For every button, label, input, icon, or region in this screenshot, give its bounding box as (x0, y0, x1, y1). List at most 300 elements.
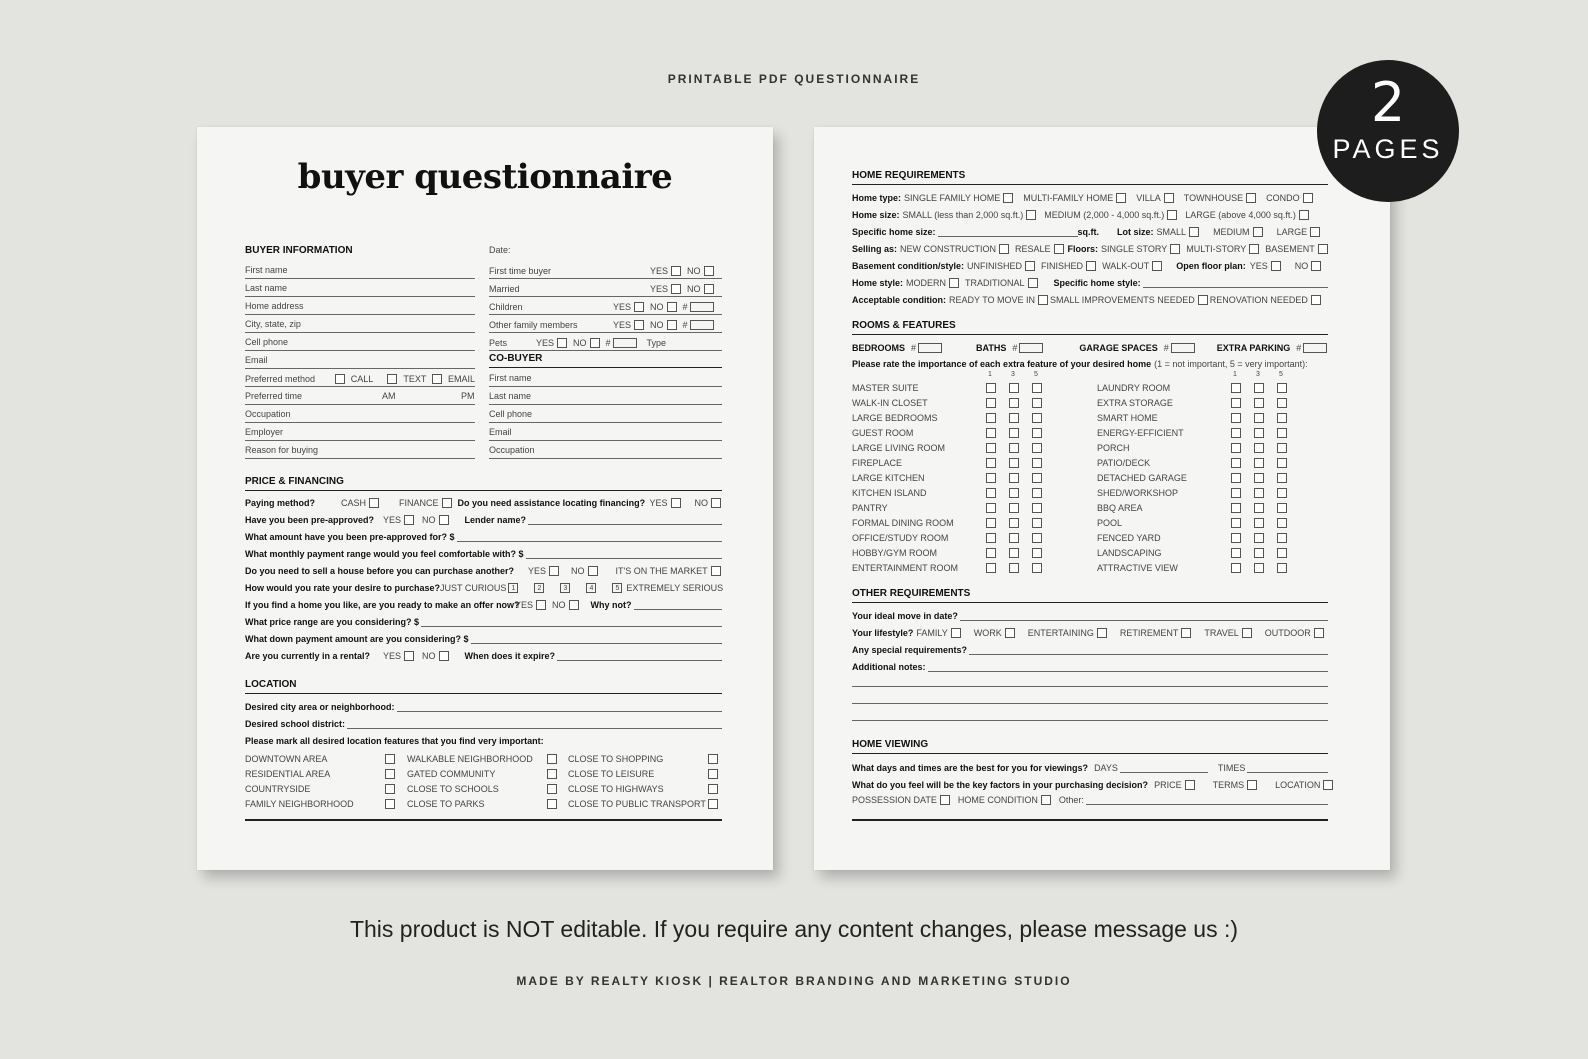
sell-no-checkbox[interactable] (588, 566, 598, 576)
feature-rating-checkbox[interactable] (1032, 548, 1042, 558)
rating-5-checkbox[interactable]: 5 (612, 583, 622, 593)
yes-label: YES (650, 266, 669, 276)
price-checkbox[interactable] (1185, 780, 1195, 790)
feature-label: FORMAL DINING ROOM (852, 517, 954, 528)
feature-rating-checkbox[interactable] (1032, 428, 1042, 438)
feature-rating-checkbox[interactable] (1277, 443, 1287, 453)
location-feature-label: CLOSE TO SCHOOLS (407, 783, 499, 794)
times-label: TIMES (1217, 762, 1246, 773)
location-feature-checkbox[interactable] (385, 784, 395, 794)
employer-field[interactable]: Employer (245, 426, 475, 441)
location-features-label: Please mark all desired location features that you find very important: (245, 735, 544, 746)
feature-rating-checkbox[interactable] (1009, 533, 1019, 543)
garage-count-box[interactable] (1171, 343, 1195, 353)
other-family-count-box[interactable] (690, 320, 714, 330)
feature-rating-checkbox[interactable] (1277, 548, 1287, 558)
paying-method-label: Paying method? (245, 497, 316, 508)
feature-rating-checkbox[interactable] (1254, 458, 1264, 468)
hash-label: # (682, 320, 688, 330)
sell-house-label: Do you need to sell a house before you can purchase another? (245, 565, 515, 576)
feature-rating-checkbox[interactable] (986, 563, 996, 573)
monthly-payment-line[interactable] (526, 548, 722, 559)
feature-rating-checkbox[interactable] (1254, 533, 1264, 543)
feature-rating-checkbox[interactable] (1254, 443, 1264, 453)
acceptable-condition-row (852, 292, 1328, 307)
offer-no-checkbox[interactable] (569, 600, 579, 610)
home-style-row (852, 275, 1328, 290)
feature-rating-checkbox[interactable] (1277, 458, 1287, 468)
feature-rating-checkbox[interactable] (1009, 443, 1019, 453)
feature-rating-checkbox[interactable] (1254, 518, 1264, 528)
feature-rating-checkbox[interactable] (1009, 518, 1019, 528)
lifestyle-row (852, 625, 1328, 640)
preapproved-amount-line[interactable] (457, 531, 722, 542)
feature-rating-checkbox[interactable] (1032, 443, 1042, 453)
basement-checkbox[interactable] (1318, 244, 1328, 254)
selling-as-row (852, 241, 1328, 256)
feature-rating-checkbox[interactable] (986, 518, 996, 528)
assist-yes-checkbox[interactable] (671, 498, 681, 508)
option-checkbox[interactable] (1164, 193, 1174, 203)
feature-item (852, 485, 1055, 500)
sell-yes-checkbox[interactable] (549, 566, 559, 576)
location-feature-checkbox[interactable] (708, 784, 718, 794)
feature-rating-checkbox[interactable] (986, 383, 996, 393)
option-checkbox[interactable] (1026, 210, 1036, 220)
feature-rating-checkbox[interactable] (1277, 488, 1287, 498)
price-range-label: What price range are you considering? $ (245, 616, 420, 627)
days-line[interactable] (1120, 762, 1208, 773)
no-label: NO (650, 320, 664, 330)
feature-rating-checkbox[interactable] (1032, 563, 1042, 573)
option-checkbox[interactable] (1003, 193, 1013, 203)
pets-count-box[interactable] (613, 338, 637, 348)
selling-as-label: Selling as: (852, 243, 898, 254)
location-feature-item (407, 781, 561, 796)
pets-type-label: Type (646, 338, 667, 348)
feature-label: LARGE BEDROOMS (852, 412, 938, 423)
small-improvements-checkbox[interactable] (1198, 295, 1208, 305)
feature-rating-checkbox[interactable] (986, 398, 996, 408)
feature-rating-checkbox[interactable] (1032, 458, 1042, 468)
feature-item (852, 425, 1055, 440)
home-type-label: Home type: (852, 192, 902, 203)
option-checkbox[interactable] (1299, 210, 1309, 220)
location-feature-label: CLOSE TO PARKS (407, 798, 485, 809)
no-label: NO (694, 497, 709, 508)
call-checkbox[interactable] (335, 374, 345, 384)
location-feature-checkbox[interactable] (385, 799, 395, 809)
feature-rating-checkbox[interactable] (986, 458, 996, 468)
feature-rating-checkbox[interactable] (986, 473, 996, 483)
feature-rating-checkbox[interactable] (1254, 503, 1264, 513)
renovation-checkbox[interactable] (1311, 295, 1321, 305)
feature-rating-checkbox[interactable] (1009, 458, 1019, 468)
home-requirements-heading: HOME REQUIREMENTS (852, 170, 1328, 185)
special-requirements-row (852, 642, 1328, 657)
home-size-label: Home size: (852, 209, 900, 220)
feature-rating-checkbox[interactable] (1277, 563, 1287, 573)
key-factors-row (852, 777, 1328, 792)
feature-rating-checkbox[interactable] (986, 548, 996, 558)
just-curious-label: JUST CURIOUS (440, 582, 507, 593)
feature-rating-checkbox[interactable] (1231, 383, 1241, 393)
no-label: NO (422, 650, 436, 661)
feature-rating-checkbox[interactable] (1032, 503, 1042, 513)
parking-label: EXTRA PARKING (1216, 342, 1291, 353)
feature-rating-checkbox[interactable] (1231, 488, 1241, 498)
feature-rating-checkbox[interactable] (1254, 548, 1264, 558)
feature-rating-checkbox[interactable] (1254, 563, 1264, 573)
page2-end-rule (852, 819, 1328, 821)
feature-rating-checkbox[interactable] (1009, 473, 1019, 483)
rating-2-checkbox[interactable]: 2 (534, 583, 544, 593)
yes-label: YES (528, 565, 547, 576)
lot-small-checkbox[interactable] (1189, 227, 1199, 237)
additional-notes-line[interactable] (928, 661, 1329, 672)
terms-checkbox[interactable] (1247, 780, 1257, 790)
cobuyer-cell-phone-field[interactable]: Cell phone (489, 408, 722, 423)
lot-large-label: LARGE (1276, 226, 1308, 237)
home-style-label: Home style: (852, 277, 904, 288)
feature-rating-checkbox[interactable] (1277, 398, 1287, 408)
city-state-zip-field[interactable]: City, state, zip (245, 318, 475, 333)
feature-label: LARGE KITCHEN (852, 472, 925, 483)
feature-label: ATTRACTIVE VIEW (1097, 562, 1178, 573)
resale-checkbox[interactable] (1054, 244, 1064, 254)
finished-label: FINISHED (1041, 260, 1084, 271)
extremely-serious-label: EXTREMELY SERIOUS (626, 582, 724, 593)
preferred-time-field[interactable] (245, 390, 475, 405)
traditional-checkbox[interactable] (1028, 278, 1038, 288)
feature-rating-checkbox[interactable] (1231, 563, 1241, 573)
feature-rating-checkbox[interactable] (1254, 488, 1264, 498)
offer-yes-checkbox[interactable] (536, 600, 546, 610)
specific-style-label: Specific home style: (1053, 277, 1141, 288)
specific-style-line[interactable] (1143, 277, 1328, 288)
school-district-line[interactable] (347, 718, 722, 729)
married-no-checkbox[interactable] (704, 284, 714, 294)
feature-rating-checkbox[interactable] (1231, 503, 1241, 513)
feature-rating-checkbox[interactable] (1032, 473, 1042, 483)
text-checkbox[interactable] (387, 374, 397, 384)
feature-rating-checkbox[interactable] (1231, 533, 1241, 543)
feature-rating-checkbox[interactable] (1009, 503, 1019, 513)
expire-line[interactable] (557, 650, 722, 661)
location-feature-checkbox[interactable] (547, 754, 557, 764)
feature-rating-checkbox[interactable] (1277, 503, 1287, 513)
option-checkbox[interactable] (1116, 193, 1126, 203)
single-story-label: SINGLE STORY (1101, 243, 1168, 254)
feature-rating-checkbox[interactable] (1231, 548, 1241, 558)
location-feature-checkbox[interactable] (385, 769, 395, 779)
cobuyer-occupation-field[interactable]: Occupation (489, 444, 722, 459)
modern-checkbox[interactable] (949, 278, 959, 288)
option-checkbox[interactable] (1303, 193, 1313, 203)
possession-date-checkbox[interactable] (940, 795, 950, 805)
feature-item (852, 410, 1055, 425)
feature-item (1097, 380, 1300, 395)
date-field[interactable]: Date: (489, 245, 511, 255)
feature-rating-checkbox[interactable] (1009, 488, 1019, 498)
unfinished-checkbox[interactable] (1025, 261, 1035, 271)
first-time-yes-checkbox[interactable] (671, 266, 681, 276)
yes-label: YES (536, 338, 555, 348)
special-requirements-label: Any special requirements? (852, 644, 968, 655)
rating-3-checkbox[interactable]: 3 (560, 583, 570, 593)
home-address-field[interactable]: Home address (245, 300, 475, 315)
feature-rating-checkbox[interactable] (1277, 428, 1287, 438)
option-checkbox[interactable] (1181, 628, 1191, 638)
children-count-box[interactable] (690, 302, 714, 312)
location-feature-checkbox[interactable] (547, 784, 557, 794)
times-line[interactable] (1247, 762, 1328, 773)
cobuyer-email-field[interactable]: Email (489, 426, 722, 441)
open-floor-label: Open floor plan: (1176, 260, 1246, 271)
option-label: OUTDOOR (1264, 627, 1311, 638)
feature-rating-checkbox[interactable] (1277, 533, 1287, 543)
basement-condition-label: Basement condition/style: (852, 260, 965, 271)
feature-rating-checkbox[interactable] (986, 443, 996, 453)
walk-out-checkbox[interactable] (1152, 261, 1162, 271)
location-feature-label: CLOSE TO PUBLIC TRANSPORT (568, 798, 706, 809)
cash-label: CASH (341, 497, 367, 508)
feature-rating-checkbox[interactable] (1032, 383, 1042, 393)
room-counts-row (852, 340, 1328, 355)
feature-rating-checkbox[interactable] (1254, 473, 1264, 483)
multi-story-checkbox[interactable] (1249, 244, 1259, 254)
rental-yes-checkbox[interactable] (404, 651, 414, 661)
rate-features-row (852, 356, 1328, 371)
yes-label: YES (613, 320, 632, 330)
small-improvements-label: SMALL IMPROVEMENTS NEEDED (1050, 294, 1195, 305)
location-feature-checkbox[interactable] (708, 769, 718, 779)
feature-rating-checkbox[interactable] (1231, 458, 1241, 468)
ready-checkbox[interactable] (1038, 295, 1048, 305)
feature-rating-checkbox[interactable] (1009, 548, 1019, 558)
preapproved-no-checkbox[interactable] (439, 515, 449, 525)
sqft-label: sq.ft. (1077, 226, 1100, 237)
assist-no-checkbox[interactable] (711, 498, 721, 508)
married-yes-checkbox[interactable] (671, 284, 681, 294)
lot-large-checkbox[interactable] (1310, 227, 1320, 237)
feature-rating-checkbox[interactable] (1254, 413, 1264, 423)
feature-item (1097, 410, 1300, 425)
renovation-label: RENOVATION NEEDED (1209, 294, 1308, 305)
price-range-line[interactable] (421, 616, 722, 627)
location-feature-label: CLOSE TO SHOPPING (568, 753, 664, 764)
feature-rating-checkbox[interactable] (986, 533, 996, 543)
lender-name-line[interactable] (528, 514, 722, 525)
first-name-field[interactable]: First name (245, 264, 475, 279)
other-family-yes-checkbox[interactable] (634, 320, 644, 330)
location-feature-item (568, 796, 722, 811)
cell-phone-field[interactable]: Cell phone (245, 336, 475, 351)
option-checkbox[interactable] (1167, 210, 1177, 220)
option-checkbox[interactable] (1246, 193, 1256, 203)
new-construction-checkbox[interactable] (999, 244, 1009, 254)
features-list (1097, 380, 1300, 575)
children-yes-checkbox[interactable] (634, 302, 644, 312)
buyer-info-heading: BUYER INFORMATION (245, 245, 353, 256)
option-checkbox[interactable] (1242, 628, 1252, 638)
cobuyer-last-name-field[interactable]: Last name (489, 390, 722, 405)
desired-city-line[interactable] (397, 701, 722, 712)
feature-label: GUEST ROOM (852, 427, 914, 438)
rating-4-checkbox[interactable]: 4 (586, 583, 596, 593)
feature-rating-checkbox[interactable] (1231, 518, 1241, 528)
feature-label: EXTRA STORAGE (1097, 397, 1173, 408)
special-requirements-line[interactable] (969, 644, 1328, 655)
move-in-label: Your ideal move in date? (852, 610, 958, 621)
parking-count-box[interactable] (1303, 343, 1327, 353)
feature-label: FIREPLACE (852, 457, 903, 468)
why-not-line[interactable] (634, 599, 722, 610)
notes-line[interactable] (852, 703, 1328, 704)
feature-label: ENTERTAINMENT ROOM (852, 562, 959, 573)
feature-rating-checkbox[interactable] (1009, 398, 1019, 408)
other-requirements-heading: OTHER REQUIREMENTS (852, 588, 1328, 603)
pets-no-checkbox[interactable] (590, 338, 600, 348)
move-in-line[interactable] (960, 610, 1328, 621)
feature-rating-checkbox[interactable] (1032, 398, 1042, 408)
offer-row (245, 597, 722, 612)
feature-rating-checkbox[interactable] (1009, 563, 1019, 573)
feature-rating-checkbox[interactable] (1231, 473, 1241, 483)
traditional-label: TRADITIONAL (965, 277, 1025, 288)
location-feature-item (568, 751, 722, 766)
feature-rating-checkbox[interactable] (1032, 413, 1042, 423)
last-name-field[interactable]: Last name (245, 282, 475, 297)
baths-label: BATHS (976, 342, 1007, 353)
location-feature-item (568, 766, 722, 781)
rating-1-checkbox[interactable]: 1 (508, 583, 518, 593)
occupation-field[interactable]: Occupation (245, 408, 475, 423)
school-district-label: Desired school district: (245, 718, 346, 729)
feature-rating-checkbox[interactable] (986, 428, 996, 438)
feature-rating-checkbox[interactable] (1277, 413, 1287, 423)
feature-rating-checkbox[interactable] (1277, 518, 1287, 528)
location-feature-checkbox[interactable] (708, 799, 718, 809)
feature-rating-checkbox[interactable] (1009, 383, 1019, 393)
option-label: FAMILY (916, 627, 948, 638)
option-checkbox[interactable] (1097, 628, 1107, 638)
feature-rating-checkbox[interactable] (1231, 413, 1241, 423)
pets-yes-checkbox[interactable] (557, 338, 567, 348)
feature-rating-checkbox[interactable] (1009, 428, 1019, 438)
finance-checkbox[interactable] (442, 498, 452, 508)
rating-scale-number: 3 (1011, 371, 1015, 378)
feature-item (852, 440, 1055, 455)
lot-medium-checkbox[interactable] (1253, 227, 1263, 237)
email-option: EMAIL (447, 374, 475, 384)
feature-rating-checkbox[interactable] (986, 488, 996, 498)
notes-line[interactable] (852, 686, 1328, 687)
hash-label: # (682, 302, 688, 312)
open-floor-yes-checkbox[interactable] (1271, 261, 1281, 271)
additional-notes-label: Additional notes: (852, 661, 926, 672)
feature-rating-checkbox[interactable] (1277, 383, 1287, 393)
feature-rating-checkbox[interactable] (1254, 398, 1264, 408)
desired-city-label: Desired city area or neighborhood: (245, 701, 395, 712)
feature-item (852, 380, 1055, 395)
feature-rating-checkbox[interactable] (1231, 443, 1241, 453)
option-label: VILLA (1136, 192, 1161, 203)
other-family-no-checkbox[interactable] (667, 320, 677, 330)
feature-item (852, 545, 1055, 560)
home-condition-checkbox[interactable] (1041, 795, 1051, 805)
children-no-checkbox[interactable] (667, 302, 677, 312)
specific-size-label: Specific home size: (852, 226, 936, 237)
reason-for-buying-field[interactable]: Reason for buying (245, 444, 475, 459)
feature-rating-checkbox[interactable] (986, 503, 996, 513)
badge-number: 2 (1370, 71, 1406, 134)
lifestyle-label: Your lifestyle? (852, 627, 914, 638)
single-story-checkbox[interactable] (1170, 244, 1180, 254)
other-line[interactable] (1086, 794, 1328, 805)
feature-rating-checkbox[interactable] (1231, 428, 1241, 438)
feature-rating-checkbox[interactable] (1009, 413, 1019, 423)
option-label: SMALL (less than 2,000 sq.ft.) (902, 209, 1024, 220)
specific-size-line[interactable] (938, 226, 1078, 237)
feature-rating-checkbox[interactable] (1032, 488, 1042, 498)
feature-rating-checkbox[interactable] (1254, 383, 1264, 393)
children-field (489, 300, 722, 315)
location-feature-checkbox[interactable] (708, 754, 718, 764)
feature-label: POOL (1097, 517, 1123, 528)
feature-item (1097, 515, 1300, 530)
preapproved-yes-checkbox[interactable] (404, 515, 414, 525)
feature-item (852, 500, 1055, 515)
notes-line[interactable] (852, 720, 1328, 721)
option-label: TOWNHOUSE (1183, 192, 1244, 203)
baths-count-box[interactable] (1019, 343, 1043, 353)
feature-rating-checkbox[interactable] (1231, 398, 1241, 408)
location-checkbox[interactable] (1323, 780, 1333, 790)
feature-rating-checkbox[interactable] (1277, 473, 1287, 483)
feature-item (852, 470, 1055, 485)
finished-checkbox[interactable] (1086, 261, 1096, 271)
email-checkbox[interactable] (432, 374, 442, 384)
desired-city-row (245, 699, 722, 714)
resale-label: RESALE (1015, 243, 1051, 254)
cobuyer-first-name-field[interactable]: First name (489, 372, 722, 387)
open-floor-no-checkbox[interactable] (1311, 261, 1321, 271)
rental-no-checkbox[interactable] (439, 651, 449, 661)
feature-rating-checkbox[interactable] (1032, 518, 1042, 528)
location-feature-checkbox[interactable] (547, 799, 557, 809)
email-field[interactable]: Email (245, 354, 475, 369)
on-market-checkbox[interactable] (711, 566, 721, 576)
option-checkbox[interactable] (1005, 628, 1015, 638)
location-feature-checkbox[interactable] (385, 754, 395, 764)
down-payment-label: What down payment amount are you considering? $ (245, 633, 469, 644)
option-checkbox[interactable] (951, 628, 961, 638)
page1-end-rule (245, 819, 722, 821)
feature-rating-checkbox[interactable] (1032, 533, 1042, 543)
feature-rating-checkbox[interactable] (986, 413, 996, 423)
down-payment-line[interactable] (471, 633, 722, 644)
first-time-no-checkbox[interactable] (704, 266, 714, 276)
location-feature-label: CLOSE TO LEISURE (568, 768, 655, 779)
option-checkbox[interactable] (1314, 628, 1324, 638)
feature-rating-checkbox[interactable] (1254, 428, 1264, 438)
location-feature-item (245, 751, 399, 766)
bedrooms-count-box[interactable] (918, 343, 942, 353)
location-feature-item (568, 781, 722, 796)
cash-checkbox[interactable] (369, 498, 379, 508)
location-feature-checkbox[interactable] (547, 769, 557, 779)
